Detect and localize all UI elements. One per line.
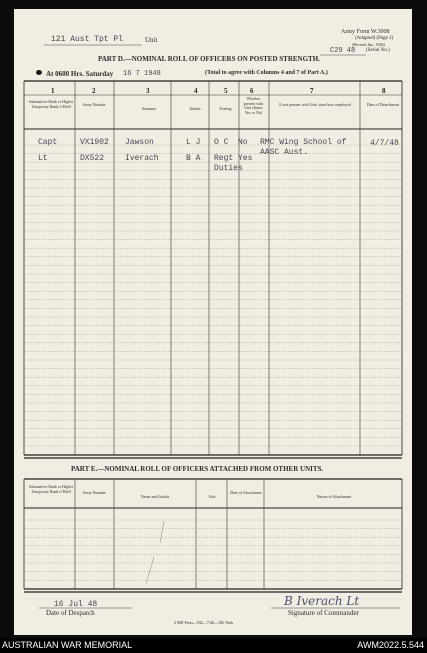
serial-label: (Serial No.): [366, 48, 390, 53]
col-header-detachment: Date of Detachment: [366, 102, 400, 107]
row1-present: No: [238, 138, 248, 147]
time-prefix: At 0600 Hrs. Saturday: [46, 70, 114, 78]
pencil-mark: [160, 521, 164, 543]
row1-posting: O C: [214, 138, 229, 147]
col-num-5: 5: [224, 87, 228, 95]
col-header-rank: Substantive Rank or Higher Temporary Rank if Held: [28, 99, 74, 109]
pencil-mark: [146, 557, 154, 584]
col-num-6: 6: [250, 87, 254, 95]
col-num-1: 1: [51, 87, 55, 95]
despatch-label: Date of Despatch: [46, 609, 95, 617]
e-col-header-name: Name and Initials: [140, 494, 170, 499]
row2-rank: Lt: [38, 154, 48, 163]
credit-left: AUSTRALIAN WAR MEMORIAL: [2, 640, 133, 650]
date-value: 16 7 1948: [123, 70, 161, 78]
row1-initials: L J: [186, 138, 201, 147]
despatch-date: 16 Jul 48: [54, 600, 98, 609]
ink-blot: [36, 70, 42, 75]
row1-employed: RMC Wing School of: [260, 138, 347, 147]
row2-initials: B A: [186, 154, 201, 163]
e-col-header-date: Date of Attachment: [230, 490, 262, 495]
row1-employed-2: AASC Aust.: [260, 148, 309, 157]
part-d-title: PART D.—NOMINAL ROLL OF OFFICERS ON POSTED STRENGTH.: [98, 55, 320, 63]
document-page: [14, 9, 412, 635]
col-num-2: 2: [92, 87, 96, 95]
form-id: Army Form W.3008: [341, 29, 390, 35]
credit-right: AWM2022.5.544: [357, 640, 424, 650]
col-header-army-number: Army Number: [82, 102, 106, 107]
col-header-employed: If not present with Unit, state how employed: [279, 102, 351, 107]
row2-surname: Iverach: [125, 154, 159, 163]
col-num-4: 4: [194, 87, 198, 95]
col-header-present: Whether present with Unit (Insert Yes or No): [243, 96, 264, 115]
commander-signature: B Iverach Lt: [284, 594, 360, 608]
unit-value: 121 Aust Tpt Pl: [51, 35, 124, 44]
part-e-title: PART E.—NOMINAL ROLL OF OFFICERS ATTACHED FROM OTHER UNITS.: [71, 465, 324, 473]
row1-surname: Jawson: [125, 138, 154, 147]
form-revised: (Revised Jan., 1946): [352, 42, 385, 47]
unit-label: Unit: [145, 36, 158, 44]
print-info: 3 MD Press—932—7/46—1M. Pads: [174, 620, 234, 625]
e-col-header-unit: Unit: [208, 494, 216, 499]
row2-posting: Regt: [214, 154, 234, 163]
time-suffix: (Total to agree with Columns 4 and 7 of Part A.): [205, 70, 328, 76]
row1-date: 4/7/48: [370, 139, 399, 148]
row1-number: VX1902: [80, 138, 109, 147]
col-num-7: 7: [310, 87, 314, 95]
col-header-initials: Initials: [189, 106, 201, 111]
signature-label: Signature of Commander: [288, 609, 359, 617]
e-col-header-army-number: Army Number: [82, 490, 106, 495]
col-num-3: 3: [146, 87, 150, 95]
col-header-posting: Posting: [219, 106, 232, 111]
e-col-header-rank: Substantive Rank or Higher Temporary Rank if Held: [28, 484, 74, 494]
e-col-header-nature: Nature of Attachment: [316, 494, 352, 499]
credit-bar: [0, 638, 427, 653]
row2-present: Yes: [238, 154, 253, 163]
row2-number: DX522: [80, 154, 105, 163]
serial-value: C29 48: [330, 47, 356, 55]
row2-posting-2: Duties: [214, 164, 243, 173]
row1-rank: Capt: [38, 138, 58, 147]
col-num-8: 8: [382, 87, 386, 95]
form-adapted: (Adapted) (Page 2): [355, 36, 394, 41]
col-header-surname: Surname: [141, 106, 157, 111]
